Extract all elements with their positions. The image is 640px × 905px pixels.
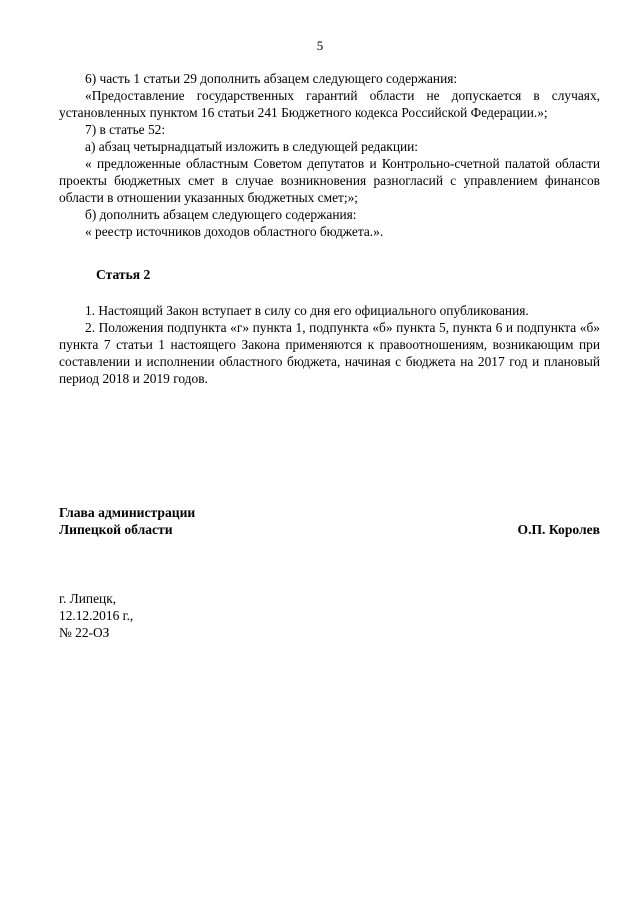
paragraph-guarantees-quote: «Предоставление государственных гарантий области не допускается в случаях, установленных пунктом 16 статьи 241 Бюджетного кодекса Российской Федерации.»; [59,88,600,120]
article-2-paragraph-1: 1. Настоящий Закон вступает в силу со дня его официального опубликования. [85,303,529,318]
paragraph-amend-7b: б) дополнить абзацем следующего содержания: [85,207,357,222]
article-2-paragraph-2: 2. Положения подпункта «г» пункта 1, подпункта «б» пункта 5, пункта 6 и подпункта «б» пункта 7 статьи 1 настоящего Закона применяются к правоотношениям, возникающим при составлении и исполнении областного бюджета, начиная с бюджета на 2017 год и плановый период 2018 и 2019 годов. [59,320,600,386]
document-body [59,70,600,387]
signatory-name: О.П. Королев [517,522,600,537]
city: г. Липецк, [59,591,117,606]
law-date: 12.12.2016 г., [59,608,134,623]
paragraph-amend-7: 7) в статье 52: [85,122,166,137]
page-number: 5 [316,38,324,53]
signatory-title-line-2: Липецкой области [59,522,173,537]
signature-line [59,521,600,538]
place-date-block [59,590,133,641]
article-2-heading: Статья 2 [96,267,151,282]
paragraph-estimates-quote: « предложенные областным Советом депутатов и Контрольно-счетной палатой области проекты бюджетных смет в случае возникновения разногласий с управлением финансов области в отношении указанных бюджетных смет;»; [59,156,600,205]
law-number: № 22-ОЗ [59,625,110,640]
paragraph-amend-7a: а) абзац четырнадцатый изложить в следующей редакции: [85,139,419,154]
paragraph-registry-quote: « реестр источников доходов областного бюджета.». [85,224,384,239]
signature-block [59,504,600,538]
signatory-title-line-1: Глава администрации [59,505,196,520]
paragraph-amend-6: 6) часть 1 статьи 29 дополнить абзацем следующего содержания: [85,71,458,86]
